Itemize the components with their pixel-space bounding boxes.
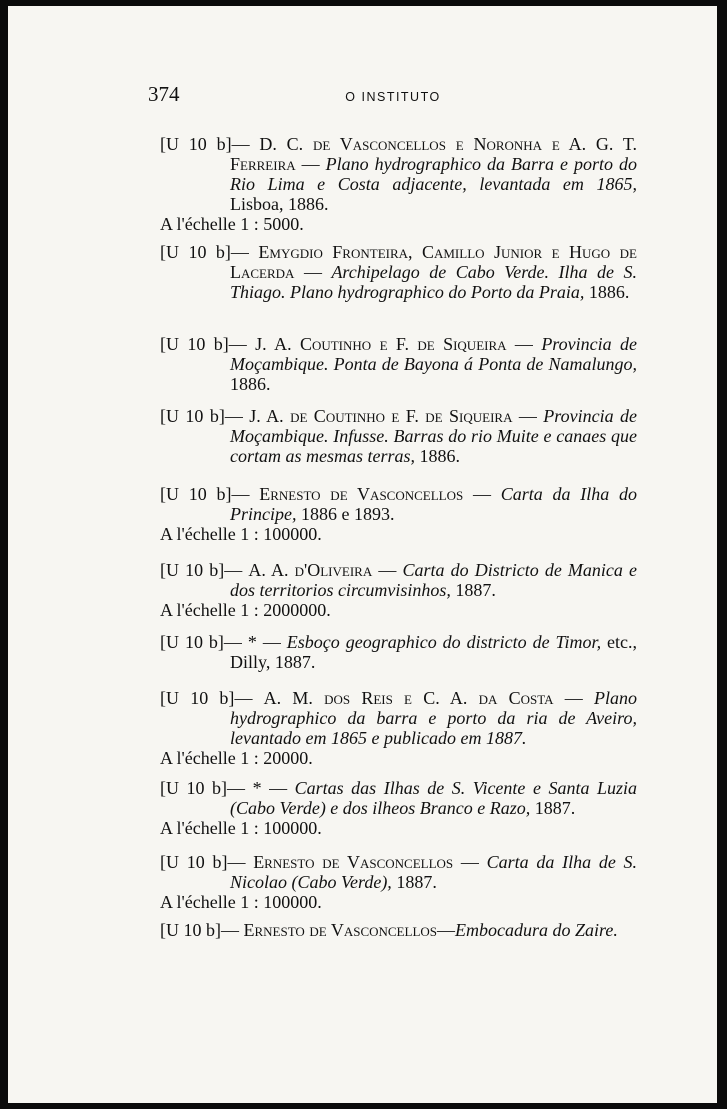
entry-date: etc., Dilly, 1887. xyxy=(230,632,638,672)
entry-sep: — xyxy=(372,560,403,580)
entry-date: 1886. xyxy=(584,282,630,302)
entry-ref: [U 10 b] xyxy=(160,560,225,580)
entry-ref: [U 10 b] xyxy=(160,778,228,798)
entry-author: * xyxy=(247,632,257,652)
entry-ref: [U 10 b] xyxy=(160,852,228,872)
entry-author: Ernesto de Vasconcellos xyxy=(253,852,454,872)
entry-author: A. M. dos Reis e C. A. da Costa xyxy=(263,688,554,708)
entry-dash: — xyxy=(231,134,260,154)
catalog-entry xyxy=(160,242,637,302)
entry-title: Esboço geographico do districto de Timor, xyxy=(286,632,602,652)
catalog-entry xyxy=(160,334,637,394)
entry-title: Plano hydrographico da Barra e porto do Rio Lima e Costa adjacente, levantada em 1865, xyxy=(230,154,637,194)
entry-title: Carta da Ilha do Principe, xyxy=(230,484,637,524)
entry-date: Lisboa, 1886. xyxy=(230,194,329,214)
entry-date: 1886. xyxy=(230,374,271,394)
entry-author: D. C. de Vasconcellos e Noronha e A. G. T. Ferreira xyxy=(230,134,637,174)
entry-dash: — xyxy=(231,484,260,504)
entry-scale: A l'échelle 1 : 100000. xyxy=(160,818,322,838)
entry-ref: [U 10 b] xyxy=(160,334,229,354)
entry-ref: [U 10 b] xyxy=(160,920,221,940)
entry-dash: — xyxy=(221,920,244,940)
catalog-entry xyxy=(160,688,637,768)
entry-ref: [U 10 b] xyxy=(160,134,232,154)
catalog-entry xyxy=(160,134,637,234)
entry-sep: — xyxy=(261,778,295,798)
entry-author: Ernesto de Vasconcellos xyxy=(259,484,464,504)
entry-author: J. A. de Coutinho e F. de Siqueira xyxy=(249,406,513,426)
entry-sep: — xyxy=(463,484,501,504)
entry-dash: — xyxy=(230,242,259,262)
running-head xyxy=(148,82,638,112)
entry-dash: — xyxy=(223,632,248,652)
entry-ref: [U 10 b] xyxy=(160,406,225,426)
entry-title: Provincia de Moçambique. Infusse. Barras do rio Muite e canaes que cortam as mesmas terras, xyxy=(230,406,637,466)
entry-author: Ernesto de Vasconcellos xyxy=(243,920,437,940)
entry-title: Embocadura do Zaire. xyxy=(455,920,618,940)
entry-scale: A l'échelle 1 : 20000. xyxy=(160,748,313,768)
running-title: O INSTITUTO xyxy=(345,90,441,104)
entry-sep: — xyxy=(437,920,455,940)
entry-scale: A l'échelle 1 : 2000000. xyxy=(160,600,331,620)
entry-sep: — xyxy=(295,154,326,174)
catalog-entry xyxy=(160,852,637,912)
entry-scale: A l'échelle 1 : 5000. xyxy=(160,214,304,234)
entry-title: Archipelago de Cabo Verde. Ilha de S. Thiago. Plano hydrographico do Porto da Praia, xyxy=(230,262,637,302)
catalog-entry xyxy=(160,560,637,620)
entry-sep: — xyxy=(453,852,487,872)
entry-title: Carta do Districto de Manica e dos territorios circumvisinhos, xyxy=(230,560,638,600)
entry-title: Provincia de Moçambique. Ponta de Bayona á Ponta de Namalungo, xyxy=(230,334,638,374)
entry-dash: — xyxy=(227,852,254,872)
page-number: 374 xyxy=(148,82,180,106)
entry-scale: A l'échelle 1 : 100000. xyxy=(160,524,322,544)
entry-title: Plano hydrographico da barra e porto da ria de Aveiro, levantado em 1865 e publicado em 1887. xyxy=(230,688,637,748)
entry-scale: A l'échelle 1 : 100000. xyxy=(160,892,322,912)
entry-ref: [U 10 b] xyxy=(160,242,231,262)
catalog-entry xyxy=(160,920,637,940)
entry-ref: [U 10 b] xyxy=(160,632,224,652)
entry-sep: — xyxy=(506,334,542,354)
entry-date: 1887. xyxy=(450,580,496,600)
entry-author: Emygdio Fronteira, Camillo Junior e Hugo de Lacerda xyxy=(230,242,637,282)
entry-title: Carta da Ilha de S. Nicolao (Cabo Verde), xyxy=(230,852,638,892)
catalog-entry xyxy=(160,778,637,838)
document-page xyxy=(8,6,717,1103)
entry-title: Cartas das Ilhas de S. Vicente e Santa Luzia (Cabo Verde) e dos ilheos Branco e Razo, xyxy=(230,778,637,818)
entry-dash: — xyxy=(224,406,250,426)
entry-date: 1886. xyxy=(415,446,461,466)
catalog-entry xyxy=(160,406,637,466)
entry-author: * xyxy=(252,778,262,798)
entry-date: 1887. xyxy=(391,872,437,892)
entry-sep: — xyxy=(294,262,332,282)
entry-ref: [U 10 b] xyxy=(160,688,235,708)
catalog-entry xyxy=(160,632,637,672)
entry-sep: — xyxy=(256,632,287,652)
entry-date: 1886 e 1893. xyxy=(296,504,395,524)
catalog-entry xyxy=(160,484,637,544)
entry-sep: — xyxy=(512,406,544,426)
entry-dash: — xyxy=(234,688,264,708)
entry-author: A. A. d'Oliveira xyxy=(248,560,373,580)
entry-dash: — xyxy=(228,334,256,354)
entry-sep: — xyxy=(553,688,594,708)
entry-dash: — xyxy=(227,778,253,798)
entry-ref: [U 10 b] xyxy=(160,484,232,504)
entry-date: 1887. xyxy=(530,798,576,818)
entry-author: J. A. Coutinho e F. de Siqueira xyxy=(255,334,507,354)
entry-dash: — xyxy=(224,560,249,580)
